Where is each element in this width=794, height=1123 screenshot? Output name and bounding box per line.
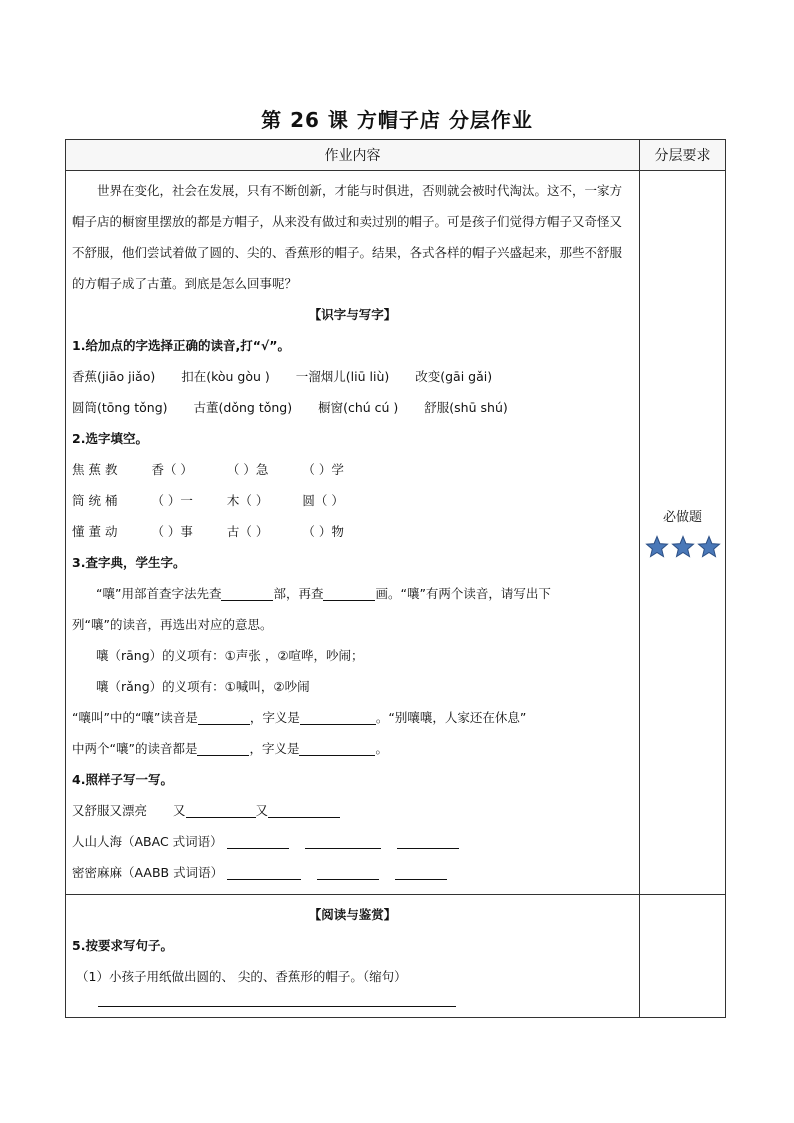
question-1-title: 1.给加点的字选择正确的读音,打“√”。 (72, 338, 290, 353)
star-icon (697, 535, 721, 559)
star-icon (671, 535, 695, 559)
q1-item: 舒服(shū shú) (424, 400, 508, 415)
answer-blank[interactable] (227, 863, 301, 880)
question-5-title: 5.按要求写句子。 (72, 938, 173, 953)
answer-blank[interactable] (268, 801, 340, 818)
q4-row-2 (72, 826, 633, 857)
q3-line-3 (72, 702, 633, 733)
q4-text: 又 (255, 803, 269, 818)
answer-blank[interactable] (317, 863, 379, 880)
q1-item: 扣在(kòu gòu ) (181, 369, 270, 384)
q2-blank: 香（ ） (151, 462, 193, 477)
answer-blank[interactable] (323, 584, 375, 601)
q2-row-1 (72, 454, 633, 485)
q2-blank: 圆（ ） (302, 493, 344, 508)
requirement-cell-empty (640, 895, 726, 1018)
requirement-label: 必做题 (662, 510, 702, 525)
q4-text: 又 (173, 803, 186, 818)
header-requirement: 分层要求 (640, 140, 726, 171)
section-reading (66, 895, 640, 1018)
q3-text: ，字义是 (249, 710, 300, 725)
q2-blank: （ ）物 (302, 524, 344, 539)
q3-text: 部，再查 (273, 586, 324, 601)
answer-blank[interactable] (227, 832, 289, 849)
q2-chars: 懂 董 动 (72, 524, 118, 539)
q3-line-4 (72, 733, 633, 764)
homework-table (65, 139, 726, 1018)
q4-example: 又舒服又漂亮 (72, 803, 148, 818)
q3-line-2: 列“嚷”的读音，再选出对应的意思。 (72, 617, 273, 632)
q5-subquestion-1: （1）小孩子用纸做出圆的、 尖的、香蕉形的帽子。（缩句） (76, 969, 407, 984)
answer-blank[interactable] (300, 708, 376, 725)
q2-chars: 焦 蕉 教 (72, 462, 118, 477)
q3-definition-2: 嚷（rǎng）的义项有：①喊叫，②吵闹 (96, 679, 310, 694)
q2-blank: （ ）事 (151, 524, 193, 539)
q4-row-1 (72, 795, 633, 826)
difficulty-stars (640, 535, 725, 559)
section-heading-literacy: 【识字与写字】 (308, 307, 397, 322)
q2-blank: 古（ ） (226, 524, 269, 539)
q1-item: 古董(dǒng tǒng) (193, 400, 293, 415)
q2-chars: 筒 统 桶 (72, 493, 118, 508)
q1-item: 改变(gāi gǎi) (415, 369, 493, 384)
answer-blank[interactable] (198, 708, 250, 725)
q3-text: “嚷”用部首查字法先查 (96, 586, 222, 601)
header-content: 作业内容 (66, 140, 640, 171)
answer-blank[interactable] (197, 739, 249, 756)
q3-text: 画。“嚷”有两个读音，请写出下 (375, 586, 551, 601)
answer-blank[interactable] (397, 832, 459, 849)
requirement-cell (640, 171, 726, 895)
answer-blank[interactable] (299, 739, 375, 756)
q2-blank: （ ）一 (151, 493, 193, 508)
q3-text: 。 (375, 741, 388, 756)
answer-blank[interactable] (186, 801, 256, 818)
answer-line[interactable] (98, 998, 456, 1007)
q2-row-3 (72, 516, 633, 547)
q3-text: ，字义是 (249, 741, 300, 756)
q3-text: “嚷叫”中的“嚷”读音是 (72, 710, 198, 725)
q1-item: 香蕉(jiāo jiǎo) (72, 369, 156, 384)
q2-blank: 木（ ） (226, 493, 269, 508)
q4-label: 人山人海（ABAC 式词语） (72, 834, 223, 849)
q4-row-3 (72, 857, 633, 888)
q2-blank: （ ）急 (226, 462, 269, 477)
q1-item: 橱窗(chú cú ) (318, 400, 399, 415)
question-4-title: 4.照样子写一写。 (72, 772, 173, 787)
q1-item: 圆筒(tōng tǒng) (72, 400, 168, 415)
page-title: 第 26 课 方帽子店 分层作业 (261, 108, 533, 132)
q1-row-2 (72, 392, 633, 423)
star-icon (645, 535, 669, 559)
q1-row-1 (72, 361, 633, 392)
question-2-title: 2.选字填空。 (72, 431, 148, 446)
section-literacy (66, 171, 640, 895)
answer-blank[interactable] (221, 584, 273, 601)
intro-paragraph: 世界在变化，社会在发展，只有不断创新，才能与时俱进，否则就会被时代淘汰。这不，一家方帽子店的橱窗里摆放的都是方帽子，从来没有做过和卖过别的帽子。可是孩子们觉得方帽子又奇怪又不舒服，他们尝试着做了圆的、尖的、香蕉形的帽子。结果，各式各样的帽子兴盛起来，那些不舒服的方帽子成了古董。到底是怎么回事呢？ (72, 183, 623, 291)
q2-row-2 (72, 485, 633, 516)
answer-blank[interactable] (395, 863, 447, 880)
q1-item: 一溜烟儿(liū liù) (295, 369, 390, 384)
q3-line-1 (72, 578, 633, 609)
q4-label: 密密麻麻（AABB 式词语） (72, 865, 224, 880)
q2-blank: （ ）学 (302, 462, 344, 477)
q3-text: 。“别嚷嚷，人家还在休息” (375, 710, 527, 725)
q3-text: 中两个“嚷”的读音都是 (72, 741, 198, 756)
q3-definition-1: 嚷（rāng）的义项有：①声张 ，②喧哗，吵闹； (96, 648, 364, 663)
section-heading-reading: 【阅读与鉴赏】 (308, 907, 397, 922)
answer-blank[interactable] (305, 832, 381, 849)
question-3-title: 3.查字典，学生字。 (72, 555, 186, 570)
